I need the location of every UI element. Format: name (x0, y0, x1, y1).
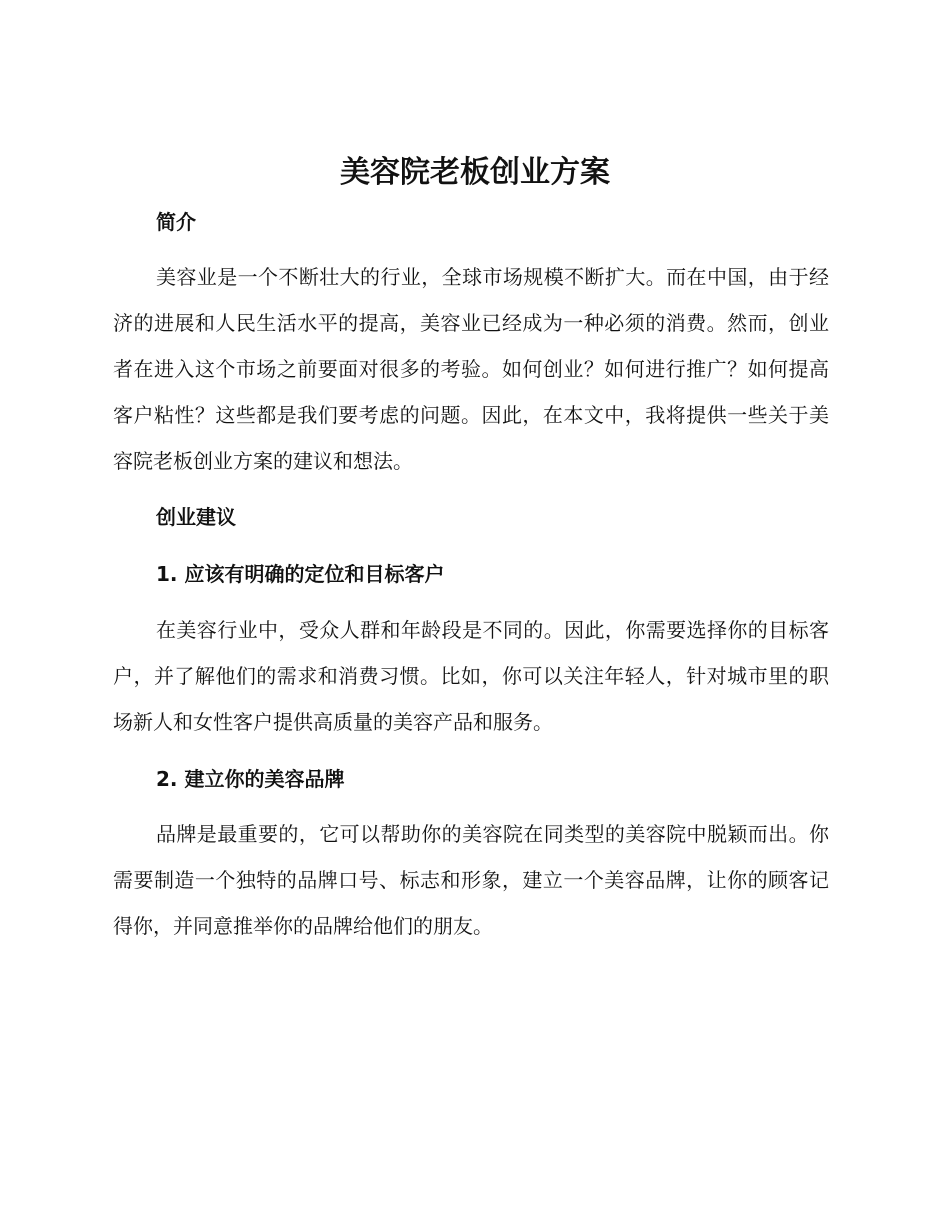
section1-heading: 1. 应该有明确的定位和目标客户 (156, 562, 445, 586)
document-title: 美容院老板创业方案 (340, 155, 610, 190)
intro-heading: 简介 (156, 210, 196, 234)
advice-heading: 创业建议 (156, 505, 236, 529)
section1-paragraph: 在美容行业中，受众人群和年龄段是不同的。因此，你需要选择你的目标客户，并了解他们的需求和消费习惯。比如，你可以关注年轻人，针对城市里的职场新人和女性客户提供高质量的美容产品和服务。 (113, 618, 829, 734)
section2-heading: 2. 建立你的美容品牌 (156, 767, 345, 791)
section2-paragraph: 品牌是最重要的，它可以帮助你的美容院在同类型的美容院中脱颖而出。你需要制造一个独特的品牌口号、标志和形象，建立一个美容品牌，让你的顾客记得你，并同意推举你的品牌给他们的朋友。 (113, 822, 829, 938)
intro-paragraph: 美容业是一个不断壮大的行业，全球市场规模不断扩大。而在中国，由于经济的进展和人民生活水平的提高，美容业已经成为一种必须的消费。然而，创业者在进入这个市场之前要面对很多的考验。如何创业？如何进行推广？如何提高客户粘性？这些都是我们要考虑的问题。因此，在本文中，我将提供一些关于美容院老板创业方案的建议和想法。 (113, 265, 829, 473)
